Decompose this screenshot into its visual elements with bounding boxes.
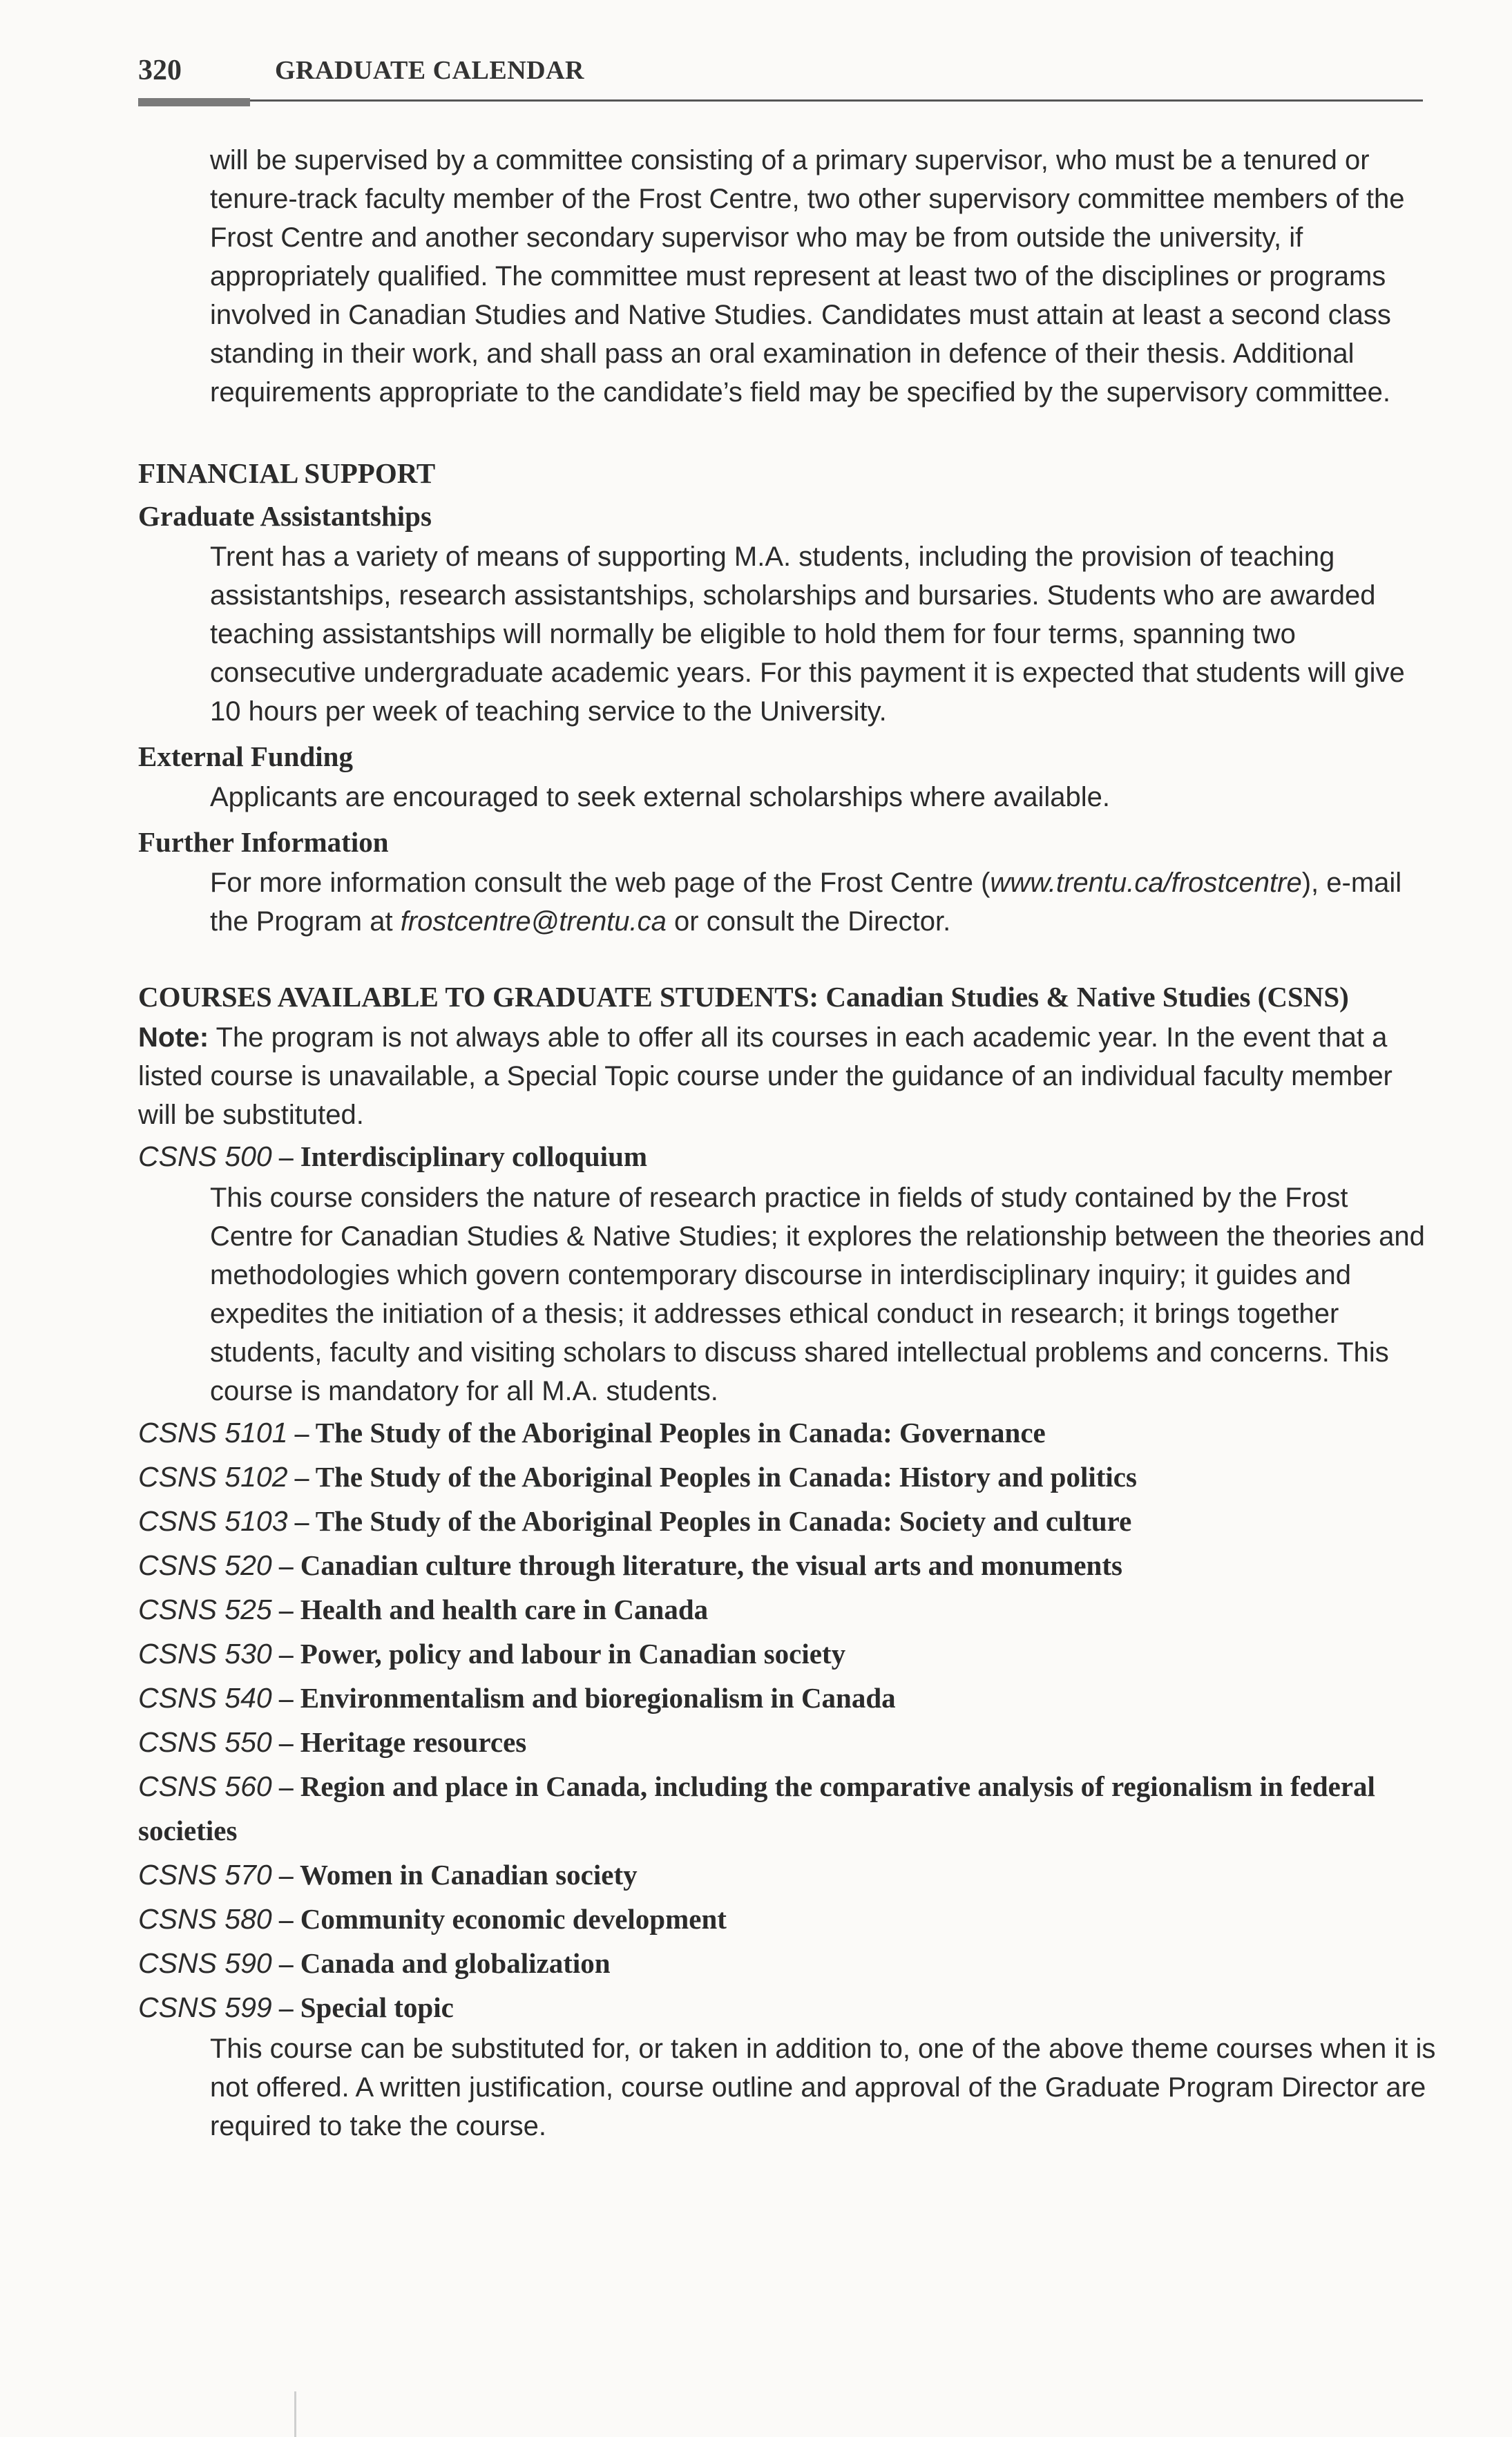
course-entry [138,1985,1437,2029]
course-title: Canada and globalization [300,1947,611,1979]
header-rule [138,99,1423,102]
course-entry [138,1134,1437,1178]
external-funding-text: Applicants are encouraged to seek external scholarships where available. [210,782,1110,812]
course-code: CSNS 5103 [138,1505,288,1537]
course-code: CSNS 580 [138,1903,272,1935]
page-body [138,141,1437,2145]
course-code: CSNS 525 [138,1594,272,1625]
course-code: CSNS 530 [138,1638,272,1670]
course-separator: – [271,1903,300,1935]
course-entry [138,1853,1437,1897]
further-info-suffix: or consult the Director. [666,906,951,937]
course-code: CSNS 550 [138,1726,272,1758]
further-information-text [138,863,1437,941]
course-list [138,1134,1437,2145]
course-title: Heritage resources [300,1726,527,1758]
financial-support-heading: FINANCIAL SUPPORT [138,457,436,489]
course-title: Interdisciplinary colloquium [300,1140,648,1172]
course-code: CSNS 5101 [138,1417,288,1449]
course-entry [138,1632,1437,1676]
course-code: CSNS 590 [138,1947,272,1979]
note-label: Note: [138,1022,209,1053]
course-title: Power, policy and labour in Canadian society [300,1638,846,1670]
course-code: CSNS 500 [138,1140,272,1172]
course-entry [138,1720,1437,1764]
page-header [138,54,1423,97]
course-title: Environmentalism and bioregionalism in Canada [300,1682,896,1714]
course-separator: – [287,1461,316,1493]
course-code: CSNS 520 [138,1549,272,1581]
courses-note [138,1018,1437,1134]
course-title: Canadian culture through literature, the visual arts and monuments [300,1549,1122,1581]
course-code: CSNS 540 [138,1682,272,1714]
course-description: This course can be substituted for, or taken in addition to, one of the above theme courses when it is not offered. A written justification, course outline and approval of the Graduate Program Director are required to take the course. [210,2034,1436,2141]
course-entry [138,1411,1437,1455]
external-funding-heading: External Funding [138,740,353,772]
note-text: The program is not always able to offer all its courses in each academic year. In the event that a listed course is unavailable, a Special Topic course under the guidance of an individual faculty member will be substituted. [138,1022,1393,1130]
course-title: Special topic [300,1991,454,2023]
frost-centre-url[interactable]: www.trentu.ca/frostcentre [990,868,1302,898]
course-entry [138,1499,1437,1543]
course-separator: – [271,1594,300,1625]
course-entry [138,1676,1437,1720]
further-information-heading: Further Information [138,826,389,858]
intro-paragraph: will be supervised by a committee consisting of a primary supervisor, who must be a tenured or tenure-track faculty member of the Frost Centre, two other supervisory committee members of the Frost Centre and another secondary supervisor who may be from outside the university, if appropriately qualified. The committee must represent at least two of the disciplines or programs involved in Canadian Studies and Native Studies. Candidates must attain at least a second class standing in their work, and shall pass an oral examination in defence of their thesis. Additional requirements appropriate to the candidate’s field may be specified by the supervisory committee. [210,145,1405,408]
course-entry [138,1587,1437,1632]
course-separator: – [287,1417,316,1449]
assistantships-text: Trent has a variety of means of supporting M.A. students, including the provision of teaching assistantships, research assistantships, scholarships and bursaries. Students who are awarded teaching assistantships will normally be eligible to hold them for four terms, spanning two consecutive undergraduate academic years. For this payment it is expected that students will give 10 hours per week of teaching service to the University. [210,542,1405,727]
course-code: CSNS 560 [138,1770,272,1802]
course-title: Region and place in Canada, including the comparative analysis of regionalism in federal societies [138,1770,1375,1846]
scan-artifact [294,2391,296,2437]
page-number: 320 [138,55,182,86]
course-separator: – [271,1638,300,1670]
frost-centre-email[interactable]: frostcentre@trentu.ca [400,906,667,937]
course-code: CSNS 570 [138,1859,272,1891]
course-title: Community economic development [300,1903,727,1935]
course-title: The Study of the Aboriginal Peoples in Canada: History and politics [315,1461,1137,1493]
further-info-middle: ), e-mail the Program at [210,868,1402,937]
course-entry [138,1764,1437,1853]
course-title: Women in Canadian society [299,1859,638,1891]
course-separator: – [271,1682,300,1714]
course-separator: – [271,1726,300,1758]
header-rule-block [138,98,250,106]
course-entry [138,1543,1437,1587]
course-code: CSNS 5102 [138,1461,288,1493]
course-separator: – [271,1770,300,1802]
course-separator: – [271,1140,300,1172]
running-head: GRADUATE CALENDAR [275,56,584,85]
course-separator: – [271,1859,300,1891]
course-description: This course considers the nature of research practice in fields of study contained by the Frost Centre for Canadian Studies & Native Studies; it explores the relationship between the theories and methodologies which govern contemporary discourse in interdisciplinary inquiry; it guides and expedites the initiation of a thesis; it addresses ethical conduct in research; it brings together students, faculty and visiting scholars to discuss shared intellectual problems and concerns. This course is mandatory for all M.A. students. [210,1183,1425,1406]
course-separator: – [287,1505,316,1537]
course-entry [138,1897,1437,1941]
assistantships-heading: Graduate Assistantships [138,500,432,532]
course-separator: – [271,1549,300,1581]
course-entry [138,1455,1437,1499]
course-entry [138,1941,1437,1985]
course-separator: – [271,1947,300,1979]
course-title: The Study of the Aboriginal Peoples in Canada: Society and culture [315,1505,1132,1537]
course-title: The Study of the Aboriginal Peoples in Canada: Governance [315,1417,1046,1449]
course-code: CSNS 599 [138,1991,272,2023]
courses-heading: COURSES AVAILABLE TO GRADUATE STUDENTS: Canadian Studies & Native Studies (CSNS) [138,981,1349,1013]
course-title: Health and health care in Canada [300,1594,709,1625]
further-info-prefix: For more information consult the web page of the Frost Centre ( [210,868,991,898]
course-separator: – [271,1991,300,2023]
